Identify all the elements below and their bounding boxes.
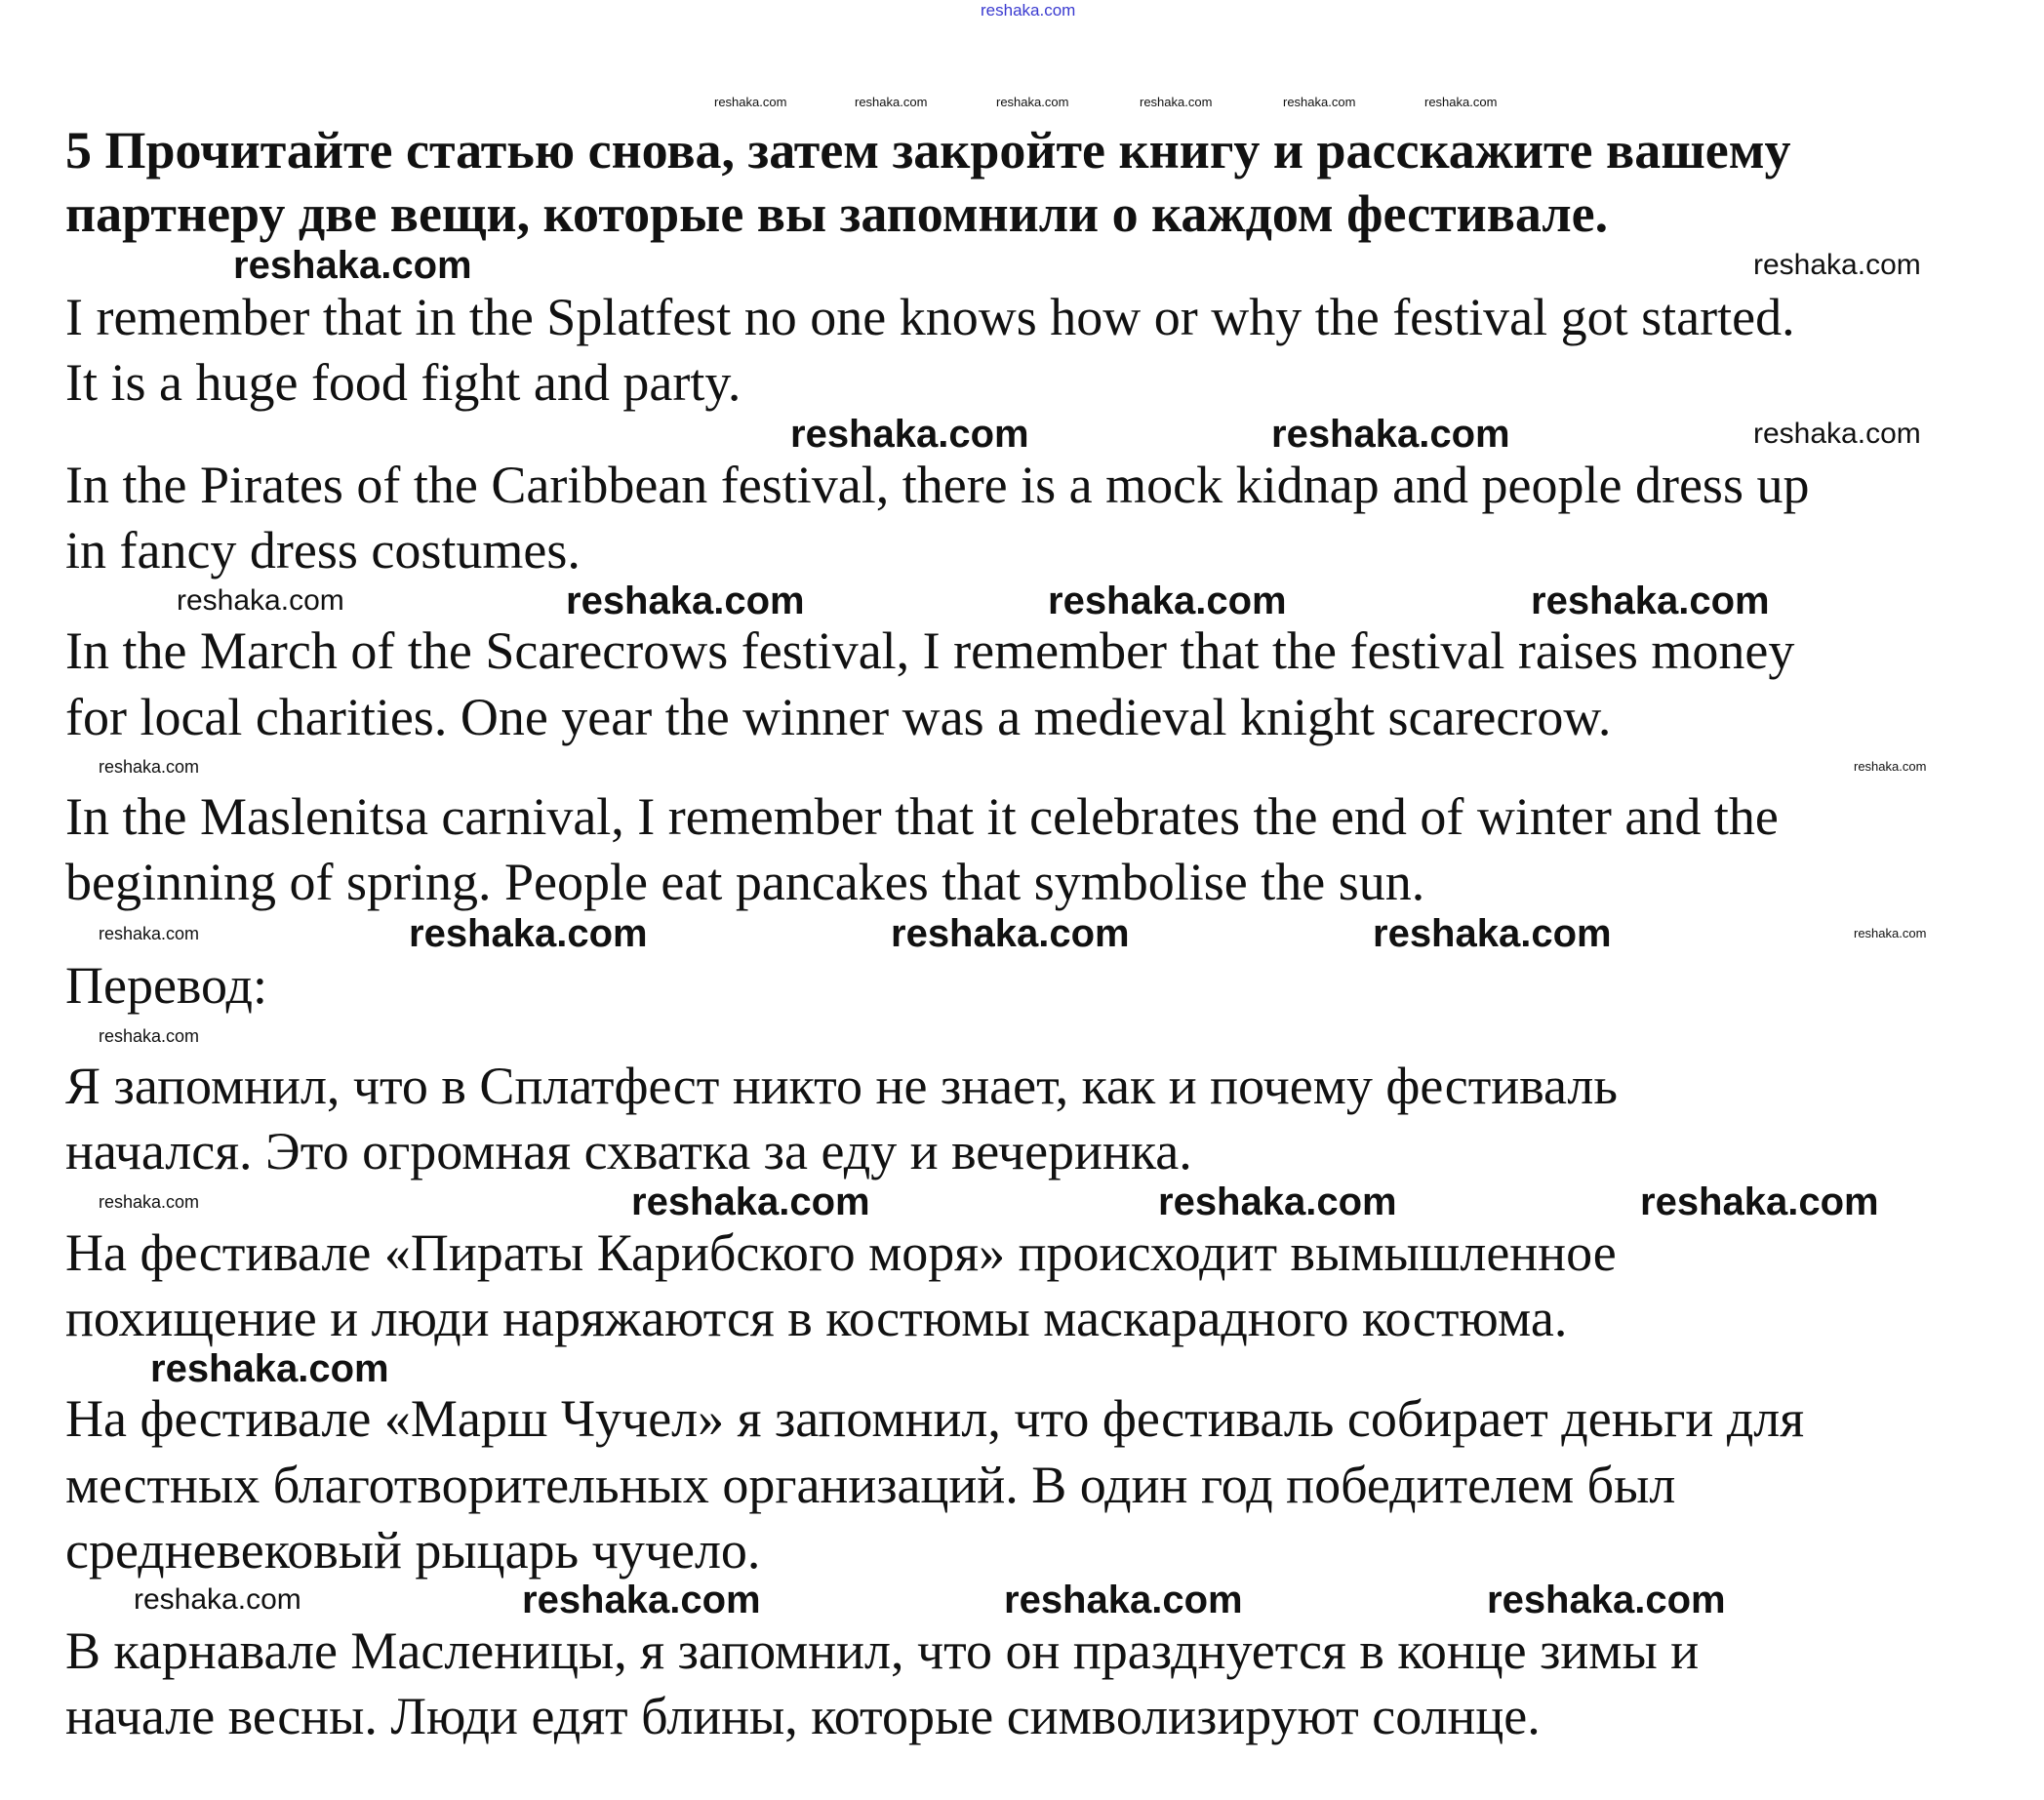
task-title-line: партнеру две вещи, которые вы запомнили о каждом фестивале.	[65, 184, 1609, 243]
answer-line: In the March of the Scarecrows festival, I remember that the festival raises money	[65, 621, 1795, 680]
watermark: reshaka.com	[996, 95, 1069, 109]
watermark: reshaka.com	[522, 1579, 761, 1621]
watermark: reshaka.com	[1271, 413, 1510, 456]
watermark: reshaka.com	[1373, 912, 1612, 955]
watermark: reshaka.com	[1140, 95, 1213, 109]
translation-line: На фестивале «Пираты Карибского моря» происходит вымышленное	[65, 1223, 1617, 1282]
answer-line: It is a huge food fight and party.	[65, 353, 741, 412]
answer-line: in fancy dress costumes.	[65, 521, 581, 580]
watermark: reshaka.com	[99, 1026, 200, 1046]
translation-line: средневековый рыцарь чучело.	[65, 1521, 761, 1580]
watermark: reshaka.com	[1753, 418, 1921, 450]
watermark: reshaka.com	[1283, 95, 1356, 109]
watermark: reshaka.com	[1854, 926, 1927, 940]
translation-line: В карнавале Масленицы, я запомнил, что он празднуется в конце зимы и	[65, 1621, 1700, 1680]
watermark: reshaka.com	[855, 95, 928, 109]
watermark: reshaka.com	[177, 584, 344, 617]
translation-line: местных благотворительных организаций. В один год победителем был	[65, 1456, 1676, 1514]
watermark: reshaka.com	[1854, 759, 1927, 774]
translation-heading: Перевод:	[65, 956, 267, 1015]
answer-line: I remember that in the Splatfest no one knows how or why the festival got started.	[65, 288, 1795, 346]
answer-line: In the Maslenitsa carnival, I remember that it celebrates the end of winter and the	[65, 787, 1779, 846]
answer-line: In the Pirates of the Caribbean festival, there is a mock kidnap and people dress up	[65, 456, 1810, 514]
translation-line: начался. Это огромная схватка за еду и вечеринка.	[65, 1122, 1192, 1180]
watermark: reshaka.com	[1487, 1579, 1726, 1621]
answer-line: beginning of spring. People eat pancakes that symbolise the sun.	[65, 853, 1425, 911]
watermark: reshaka.com	[891, 912, 1130, 955]
translation-line: На фестивале «Марш Чучел» я запомнил, что фестиваль собирает деньги для	[65, 1389, 1805, 1448]
watermark: reshaka.com	[566, 580, 805, 622]
watermark: reshaka.com	[1158, 1180, 1397, 1223]
watermark: reshaka.com	[1640, 1180, 1879, 1223]
watermark: reshaka.com	[99, 757, 200, 777]
watermark: reshaka.com	[150, 1347, 389, 1390]
watermark: reshaka.com	[233, 244, 472, 287]
answer-line: for local charities. One year the winner was a medieval knight scarecrow.	[65, 688, 1612, 746]
watermark: reshaka.com	[981, 1, 1076, 20]
watermark: reshaka.com	[714, 95, 787, 109]
watermark: reshaka.com	[1531, 580, 1770, 622]
translation-line: Я запомнил, что в Сплатфест никто не знает, как и почему фестиваль	[65, 1057, 1618, 1115]
watermark: reshaka.com	[631, 1180, 870, 1223]
watermark: reshaka.com	[1048, 580, 1287, 622]
watermark: reshaka.com	[1004, 1579, 1243, 1621]
task-title-line: 5 Прочитайте статью снова, затем закройте книгу и расскажите вашему	[65, 121, 1791, 180]
watermark: reshaka.com	[790, 413, 1029, 456]
watermark: reshaka.com	[99, 924, 200, 943]
watermark: reshaka.com	[1753, 249, 1921, 281]
translation-line: похищение и люди наряжаются в костюмы маскарадного костюма.	[65, 1289, 1568, 1347]
watermark: reshaka.com	[134, 1583, 301, 1616]
watermark: reshaka.com	[1424, 95, 1498, 109]
translation-line: начале весны. Люди едят блины, которые символизируют солнце.	[65, 1687, 1541, 1745]
watermark: reshaka.com	[99, 1192, 200, 1212]
watermark: reshaka.com	[409, 912, 648, 955]
